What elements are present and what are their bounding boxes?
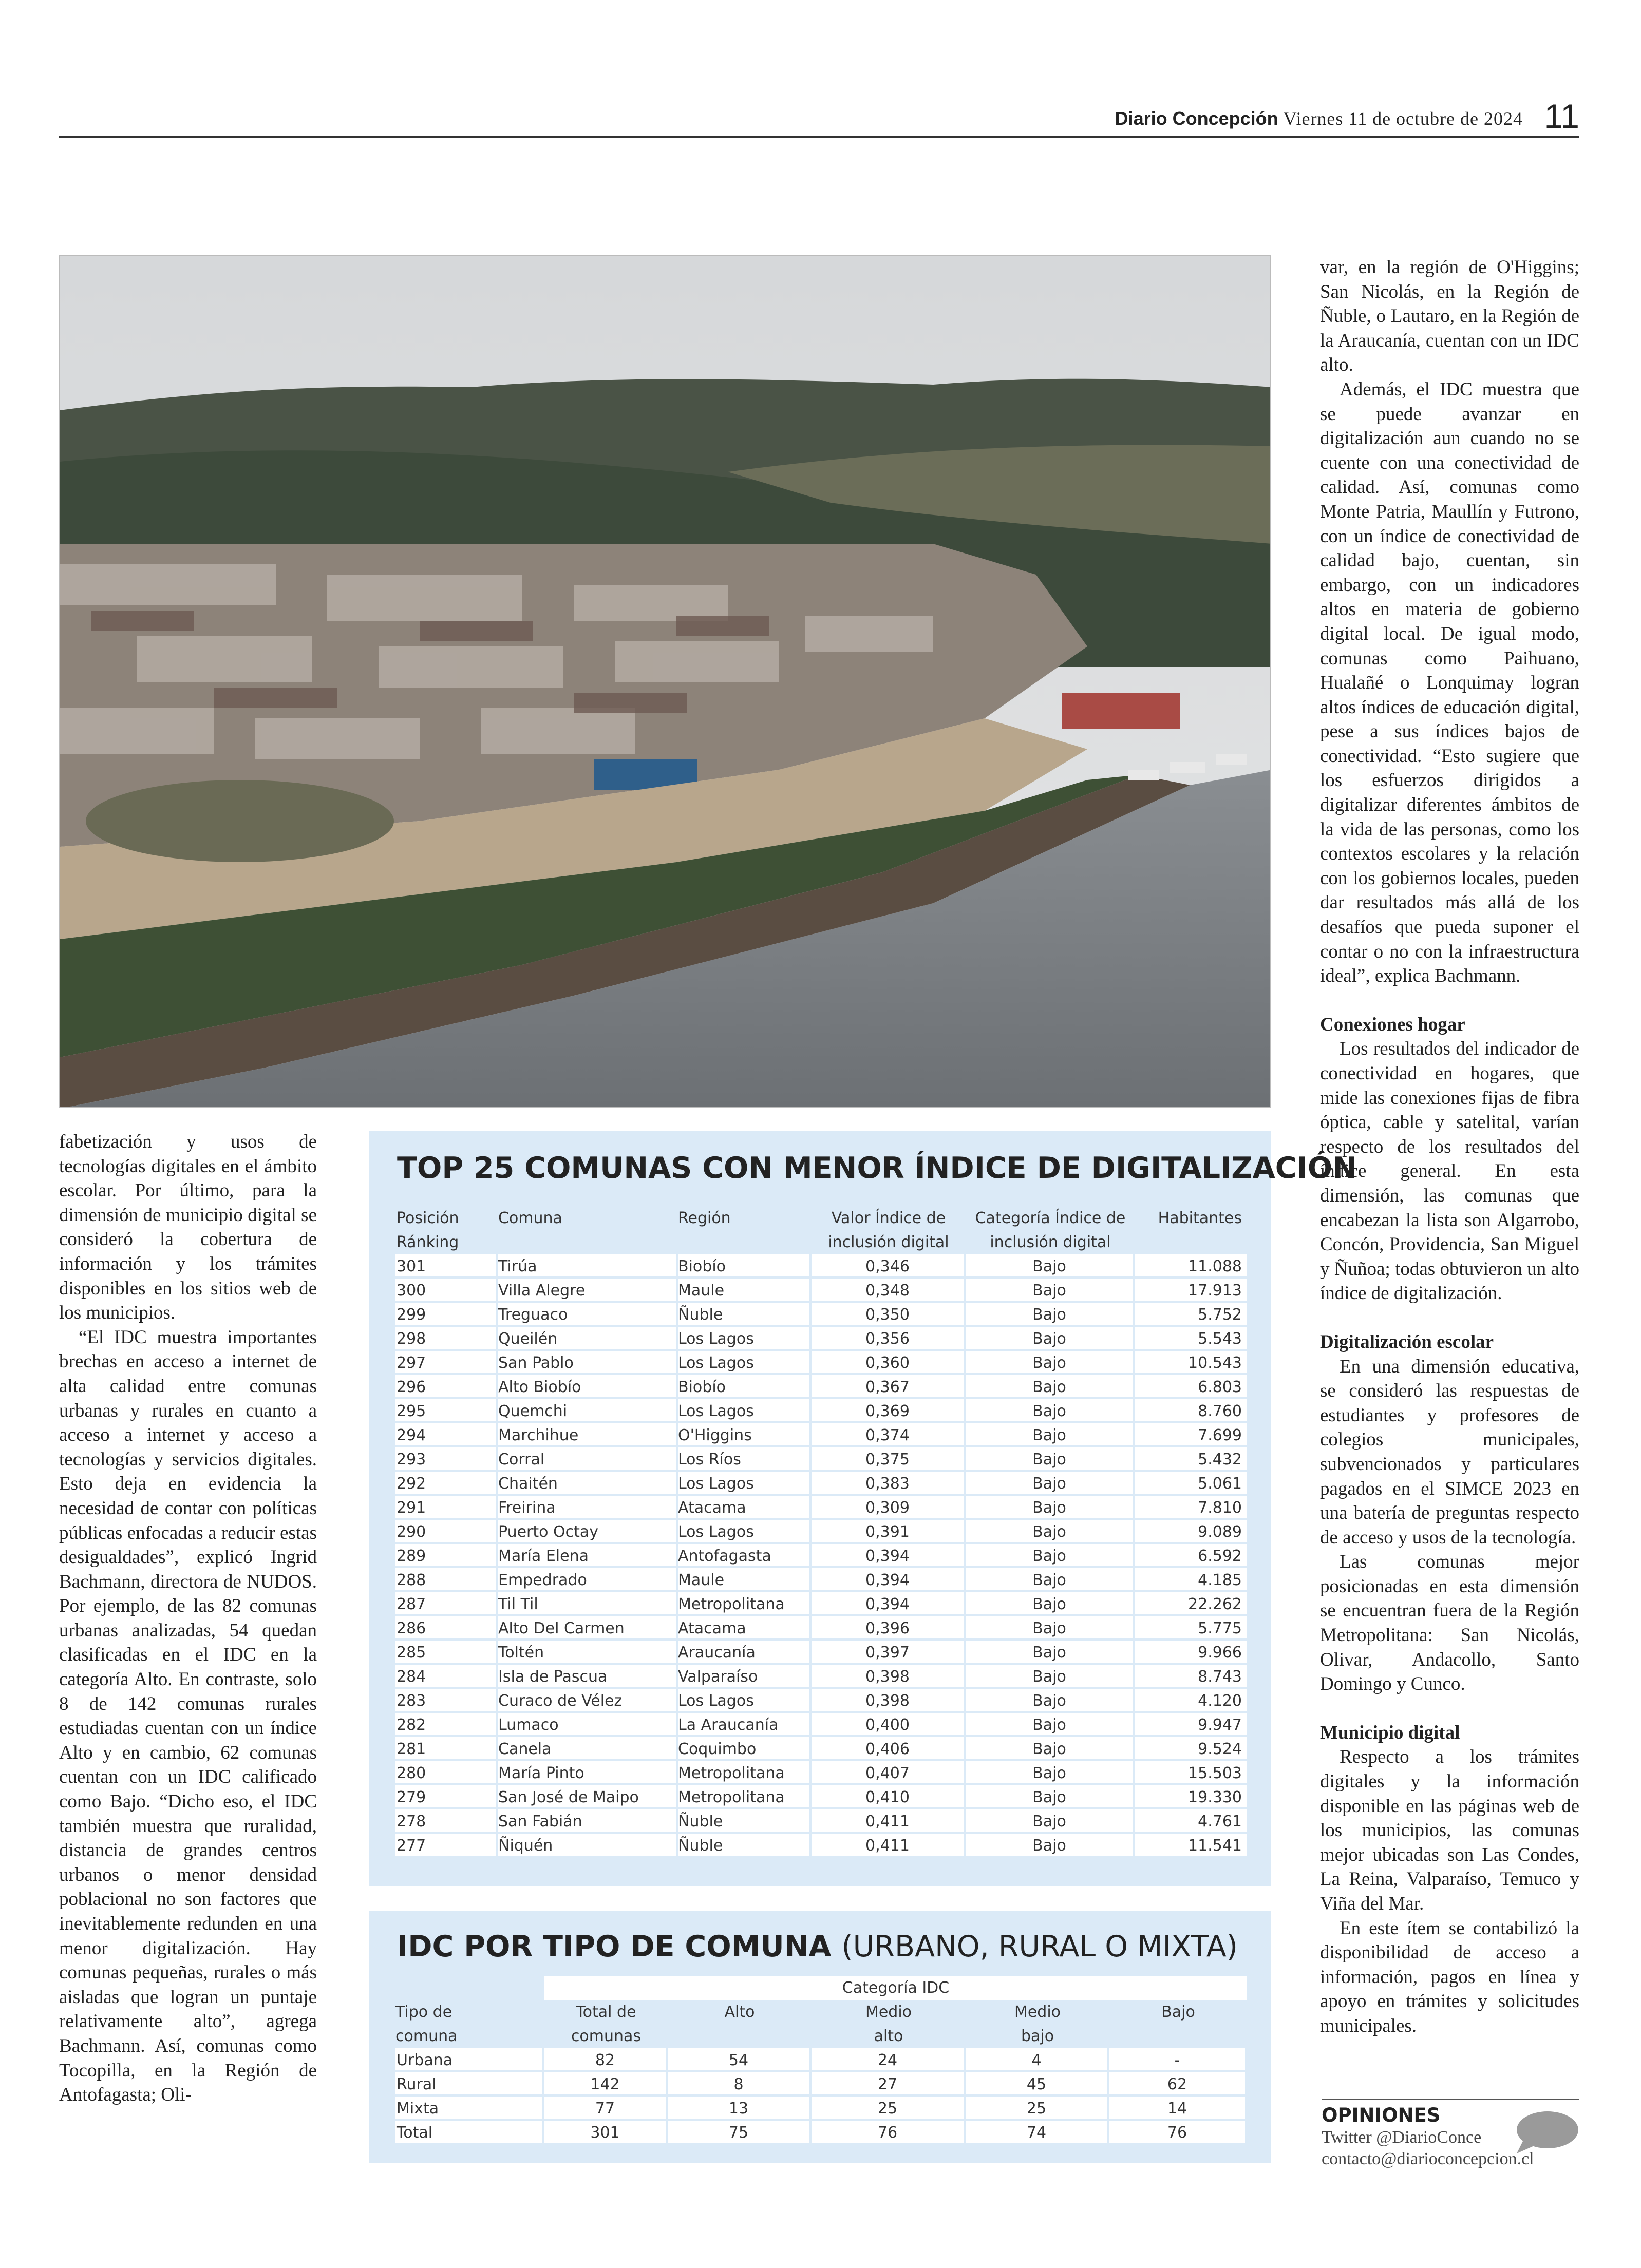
- cell-region: Maule: [678, 1279, 812, 1303]
- issue-date: Viernes 11 de octubre de 2024: [1283, 108, 1523, 129]
- cell-comuna: San Pablo: [498, 1351, 678, 1375]
- cell-region: Valparaíso: [678, 1665, 812, 1689]
- table-row: [395, 1327, 1247, 1351]
- article-paragraph: Los resultados del indicador de conectividad en hogares, que mide las conexiones fijas de fibra óptica, cable y satelital, varían respecto de los resultados del índice general. En esta dimensión, las comunas que encabezan la lista son Algarrobo, Concón, Providencia, San Miguel y Ñuñoa; todas obtuvieron un alto índice de digitalización.: [1320, 1038, 1579, 1304]
- cell-categoria: Bajo: [966, 1375, 1135, 1399]
- cell-comuna: Isla de Pascua: [498, 1665, 678, 1689]
- cell-categoria: Bajo: [966, 1520, 1135, 1544]
- header-alto: Alto: [724, 2003, 755, 2021]
- cell-region: Ñuble: [678, 1834, 812, 1858]
- cell-region: Atacama: [678, 1496, 812, 1520]
- cell-categoria: Bajo: [966, 1351, 1135, 1375]
- cell-comuna: Chaitén: [498, 1472, 678, 1496]
- header-valor: [812, 1206, 966, 1254]
- cell-position: 285: [395, 1641, 498, 1665]
- category-header: Categoría IDC: [544, 1976, 1247, 2000]
- cell-comuna: San Fabián: [498, 1809, 678, 1834]
- top25-table-box: [369, 1131, 1357, 1886]
- header-text: comunas: [571, 2027, 642, 2045]
- cell-habitantes: 4.185: [1135, 1568, 1247, 1592]
- cell-habitantes: 9.524: [1135, 1737, 1247, 1761]
- cell-valor: 0,407: [812, 1761, 966, 1785]
- article-photo: [59, 255, 1271, 1108]
- header-total: [544, 2000, 668, 2048]
- cell-bajo: 14: [1109, 2097, 1247, 2121]
- cell-region: Metropolitana: [678, 1761, 812, 1785]
- cell-habitantes: 4.761: [1135, 1809, 1247, 1834]
- cell-categoria: Bajo: [966, 1254, 1135, 1279]
- cell-habitantes: 11.088: [1135, 1254, 1247, 1279]
- cell-region: O'Higgins: [678, 1423, 812, 1447]
- section-heading: Digitalización escolar: [1320, 1331, 1494, 1352]
- table-body: [395, 2048, 1247, 2145]
- cell-region: Biobío: [678, 1254, 812, 1279]
- cell-valor: 0,346: [812, 1254, 966, 1279]
- cell-comuna: Tirúa: [498, 1254, 678, 1279]
- cell-categoria: Bajo: [966, 1737, 1135, 1761]
- cell-total: 77: [544, 2097, 668, 2121]
- cell-valor: 0,309: [812, 1496, 966, 1520]
- cell-valor: 0,374: [812, 1423, 966, 1447]
- header-medio-alto: [812, 2000, 966, 2048]
- cell-comuna: San José de Maipo: [498, 1785, 678, 1809]
- article-paragraph: var, en la región de O'Higgins; San Nicolás, en la Región de Ñuble, o Lautaro, en la Región de la Araucanía, cuentan con un IDC alto.: [1320, 257, 1579, 376]
- header-text: alto: [874, 2027, 903, 2045]
- section-heading: Conexiones hogar: [1320, 1014, 1465, 1035]
- header-region: Región: [678, 1209, 731, 1227]
- table-row: [395, 1785, 1247, 1809]
- header-text: comuna: [395, 2027, 458, 2045]
- cell-position: 282: [395, 1713, 498, 1737]
- cell-categoria: Bajo: [966, 1447, 1135, 1472]
- article-paragraph: Las comunas mejor posicionadas en esta dimensión se encuentran fuera de la Región Metropolitana: San Nicolás, Olivar, Andacollo, Santo Domingo y Cunco.: [1320, 1551, 1579, 1695]
- cell-comuna: Curaco de Vélez: [498, 1689, 678, 1713]
- table-row: [395, 1689, 1247, 1713]
- cell-comuna: Marchihue: [498, 1423, 678, 1447]
- table-row: [395, 1568, 1247, 1592]
- table-row: [395, 1472, 1247, 1496]
- header-position: [395, 1206, 498, 1254]
- cell-habitantes: 9.089: [1135, 1520, 1247, 1544]
- header-text: Posición: [397, 1209, 459, 1227]
- header-comuna: Comuna: [498, 1209, 562, 1227]
- cell-valor: 0,394: [812, 1544, 966, 1568]
- cell-medio-alto: 25: [812, 2097, 966, 2121]
- cell-region: Antofagasta: [678, 1544, 812, 1568]
- cell-medio-bajo: 4: [966, 2048, 1109, 2072]
- cell-region: Los Ríos: [678, 1447, 812, 1472]
- cell-tipo: Mixta: [395, 2097, 544, 2121]
- cell-categoria: Bajo: [966, 1641, 1135, 1665]
- table-row: [395, 1279, 1247, 1303]
- cell-categoria: Bajo: [966, 1568, 1135, 1592]
- header-bajo: Bajo: [1161, 2003, 1195, 2021]
- cell-categoria: Bajo: [966, 1423, 1135, 1447]
- header-text: Tipo de: [395, 2003, 452, 2021]
- cell-position: 297: [395, 1351, 498, 1375]
- cell-categoria: Bajo: [966, 1665, 1135, 1689]
- idc-type-table: [395, 1976, 1247, 2145]
- cell-categoria: Bajo: [966, 1496, 1135, 1520]
- cell-region: Maule: [678, 1568, 812, 1592]
- cell-valor: 0,383: [812, 1472, 966, 1496]
- cell-position: 299: [395, 1303, 498, 1327]
- cell-valor: 0,394: [812, 1568, 966, 1592]
- cell-medio-bajo: 74: [966, 2121, 1109, 2145]
- cell-valor: 0,410: [812, 1785, 966, 1809]
- article-column-left: [59, 1130, 317, 2107]
- cell-habitantes: 5.775: [1135, 1616, 1247, 1641]
- cell-region: Metropolitana: [678, 1592, 812, 1616]
- idc-type-table-box: [369, 1911, 1271, 2163]
- cell-position: 293: [395, 1447, 498, 1472]
- header-text: inclusión digital: [990, 1233, 1111, 1251]
- cell-categoria: Bajo: [966, 1327, 1135, 1351]
- table-row: [395, 1544, 1247, 1568]
- table-row: [395, 1399, 1247, 1423]
- cell-habitantes: 11.541: [1135, 1834, 1247, 1858]
- table-row: [395, 1641, 1247, 1665]
- cell-habitantes: 19.330: [1135, 1785, 1247, 1809]
- cell-medio-alto: 24: [812, 2048, 966, 2072]
- speech-bubble-icon: [1513, 2110, 1579, 2155]
- cell-region: Los Lagos: [678, 1689, 812, 1713]
- cell-alto: 75: [668, 2121, 812, 2145]
- cell-valor: 0,369: [812, 1399, 966, 1423]
- table-header-row: [395, 2000, 1247, 2048]
- masthead: [1115, 108, 1523, 129]
- cell-position: 298: [395, 1327, 498, 1351]
- cell-habitantes: 4.120: [1135, 1689, 1247, 1713]
- header-text: Categoría Índice de: [975, 1209, 1126, 1227]
- cell-comuna: Ñiquén: [498, 1834, 678, 1858]
- cell-valor: 0,356: [812, 1327, 966, 1351]
- title-bold: IDC POR TIPO DE COMUNA: [397, 1930, 832, 1964]
- header-text: Medio: [1014, 2003, 1061, 2021]
- header-habitantes: Habitantes: [1158, 1209, 1242, 1227]
- cell-medio-bajo: 45: [966, 2072, 1109, 2097]
- cell-habitantes: 17.913: [1135, 1279, 1247, 1303]
- table-header-row: [395, 1206, 1247, 1254]
- table-body: [395, 1254, 1247, 1858]
- cell-valor: 0,391: [812, 1520, 966, 1544]
- table-row: [395, 1375, 1247, 1399]
- cell-comuna: Alto Del Carmen: [498, 1616, 678, 1641]
- cell-region: Atacama: [678, 1616, 812, 1641]
- idc-type-table-title: [397, 1930, 1238, 1964]
- cell-categoria: Bajo: [966, 1544, 1135, 1568]
- cell-categoria: Bajo: [966, 1713, 1135, 1737]
- cell-valor: 0,411: [812, 1809, 966, 1834]
- header-text: Total de: [576, 2003, 636, 2021]
- header-text: bajo: [1021, 2027, 1054, 2045]
- cell-alto: 13: [668, 2097, 812, 2121]
- cell-valor: 0,348: [812, 1279, 966, 1303]
- cell-valor: 0,350: [812, 1303, 966, 1327]
- cell-position: 284: [395, 1665, 498, 1689]
- opinions-box: [1322, 2099, 1579, 2170]
- cell-total: 142: [544, 2072, 668, 2097]
- table-row: [395, 1447, 1247, 1472]
- cell-categoria: Bajo: [966, 1761, 1135, 1785]
- page-header: [59, 97, 1579, 138]
- cell-valor: 0,396: [812, 1616, 966, 1641]
- header-categoria: [966, 1206, 1135, 1254]
- cell-comuna: Quemchi: [498, 1399, 678, 1423]
- cell-medio-alto: 27: [812, 2072, 966, 2097]
- cell-habitantes: 10.543: [1135, 1351, 1247, 1375]
- cell-comuna: Empedrado: [498, 1568, 678, 1592]
- cell-categoria: Bajo: [966, 1834, 1135, 1858]
- table-row: [395, 1665, 1247, 1689]
- top25-table-title: TOP 25 COMUNAS CON MENOR ÍNDICE DE DIGITALIZACIÓN: [397, 1151, 1357, 1185]
- cell-position: 290: [395, 1520, 498, 1544]
- cell-position: 279: [395, 1785, 498, 1809]
- cell-categoria: Bajo: [966, 1809, 1135, 1834]
- cell-medio-alto: 76: [812, 2121, 966, 2145]
- cell-categoria: Bajo: [966, 1399, 1135, 1423]
- cell-region: Ñuble: [678, 1809, 812, 1834]
- cell-region: Coquimbo: [678, 1737, 812, 1761]
- table-row: [395, 2072, 1247, 2097]
- cell-valor: 0,398: [812, 1665, 966, 1689]
- cell-valor: 0,400: [812, 1713, 966, 1737]
- cell-bajo: 76: [1109, 2121, 1247, 2145]
- table-row: [395, 1423, 1247, 1447]
- cell-tipo: Total: [395, 2121, 544, 2145]
- cell-habitantes: 9.966: [1135, 1641, 1247, 1665]
- cell-comuna: Canela: [498, 1737, 678, 1761]
- cell-region: Los Lagos: [678, 1399, 812, 1423]
- cell-position: 295: [395, 1399, 498, 1423]
- cell-alto: 54: [668, 2048, 812, 2072]
- cell-habitantes: 5.543: [1135, 1327, 1247, 1351]
- cell-total: 82: [544, 2048, 668, 2072]
- cell-habitantes: 9.947: [1135, 1713, 1247, 1737]
- cell-position: 280: [395, 1761, 498, 1785]
- table-row: [395, 2121, 1247, 2145]
- table-row: [395, 1713, 1247, 1737]
- cell-categoria: Bajo: [966, 1785, 1135, 1809]
- cell-habitantes: 5.752: [1135, 1303, 1247, 1327]
- header-text: Valor Índice de: [831, 1209, 946, 1227]
- cell-position: 288: [395, 1568, 498, 1592]
- table-row: [395, 1254, 1247, 1279]
- table-row: [395, 1592, 1247, 1616]
- title-light: (URBANO, RURAL O MIXTA): [841, 1930, 1238, 1964]
- cell-comuna: Villa Alegre: [498, 1279, 678, 1303]
- cell-position: 292: [395, 1472, 498, 1496]
- cell-comuna: Queilén: [498, 1327, 678, 1351]
- cell-habitantes: 6.592: [1135, 1544, 1247, 1568]
- cell-position: 287: [395, 1592, 498, 1616]
- cell-valor: 0,360: [812, 1351, 966, 1375]
- header-medio-bajo: [966, 2000, 1109, 2048]
- header-tipo: [395, 2000, 544, 2048]
- cell-region: Los Lagos: [678, 1472, 812, 1496]
- cell-comuna: Freirina: [498, 1496, 678, 1520]
- article-paragraph: Respecto a los trámites digitales y la información disponible en las páginas web de los municipios, las comunas mejor ubicadas son Las Condes, La Reina, Valparaíso, Temuco y Viña del Mar.: [1320, 1746, 1579, 1914]
- cell-categoria: Bajo: [966, 1592, 1135, 1616]
- cell-valor: 0,411: [812, 1834, 966, 1858]
- header-text: inclusión digital: [828, 1233, 949, 1251]
- photo-river-town: [60, 256, 1271, 1108]
- cell-habitantes: 5.061: [1135, 1472, 1247, 1496]
- cell-region: Biobío: [678, 1375, 812, 1399]
- table-row: [395, 1351, 1247, 1375]
- cell-position: 286: [395, 1616, 498, 1641]
- cell-comuna: Til Til: [498, 1592, 678, 1616]
- article-column-right: [1320, 255, 1579, 2038]
- cell-region: Los Lagos: [678, 1351, 812, 1375]
- cell-categoria: Bajo: [966, 1616, 1135, 1641]
- cell-position: 281: [395, 1737, 498, 1761]
- cell-valor: 0,367: [812, 1375, 966, 1399]
- cell-bajo: -: [1109, 2048, 1247, 2072]
- cell-region: Araucanía: [678, 1641, 812, 1665]
- cell-position: 289: [395, 1544, 498, 1568]
- cell-position: 278: [395, 1809, 498, 1834]
- table-row: [395, 1761, 1247, 1785]
- table-row: [395, 1616, 1247, 1641]
- cell-habitantes: 8.743: [1135, 1665, 1247, 1689]
- header-text: Medio: [865, 2003, 912, 2021]
- cell-categoria: Bajo: [966, 1689, 1135, 1713]
- cell-valor: 0,406: [812, 1737, 966, 1761]
- cell-region: Ñuble: [678, 1303, 812, 1327]
- cell-habitantes: 7.810: [1135, 1496, 1247, 1520]
- cell-total: 301: [544, 2121, 668, 2145]
- cell-valor: 0,397: [812, 1641, 966, 1665]
- cell-position: 300: [395, 1279, 498, 1303]
- cell-habitantes: 22.262: [1135, 1592, 1247, 1616]
- article-paragraph: En una dimensión educativa, se consideró las respuestas de estudiantes y profesores de colegios municipales, subvencionados y particulares pagados en el SIMCE 2023 en una batería de preguntas respecto de acceso y usos de la tecnología.: [1320, 1356, 1579, 1548]
- cell-position: 294: [395, 1423, 498, 1447]
- header-text: Ránking: [397, 1233, 459, 1251]
- cell-categoria: Bajo: [966, 1303, 1135, 1327]
- cell-habitantes: 8.760: [1135, 1399, 1247, 1423]
- cell-position: 296: [395, 1375, 498, 1399]
- cell-region: Los Lagos: [678, 1327, 812, 1351]
- section-heading: Municipio digital: [1320, 1722, 1460, 1743]
- cell-tipo: Rural: [395, 2072, 544, 2097]
- article-paragraph: fabetización y usos de tecnologías digitales en el ámbito escolar. Por último, para la dimensión de municipio digital se consideró la cobertura de información y los trámites disponibles en los sitios web de los municipios.: [59, 1131, 317, 1324]
- cell-valor: 0,375: [812, 1447, 966, 1472]
- table-row: [395, 1834, 1247, 1858]
- cell-categoria: Bajo: [966, 1472, 1135, 1496]
- page-number: 11: [1544, 97, 1579, 135]
- article-paragraph: “El IDC muestra importantes brechas en acceso a internet de alta calidad entre comunas urbanas y rurales en cuanto a acceso a internet y acceso a tecnologías y servicios digitales. Esto deja en evidencia la necesidad de contar con políticas públicas enfocadas a reducir estas desigualdades”, explicó Ingrid Bachmann, directora de NUDOS. Por ejemplo, de las 82 comunas urbanas analizadas, 54 quedan clasificadas en el IDC en la categoría Alto. En contraste, solo 8 de 142 comunas rurales estudiadas cuentan con un índice Alto y en cambio, 62 comunas cuentan con un IDC calificado como Bajo. “Dicho eso, el IDC también muestra que ruralidad, distancia de grandes centros urbanos o menor densidad poblacional no son factores que inevitablemente redunden en una menor digitalización. Hay comunas pequeñas, rurales o más aisladas que logran un puntaje relativamente alto”, agrega Bachmann. Así, comunas como Tocopilla, en la Región de Antofagasta; Oli-: [59, 1326, 317, 2106]
- cell-valor: 0,398: [812, 1689, 966, 1713]
- article-paragraph: Además, el IDC muestra que se puede avanzar en digitalización aun cuando no se cuente con una conectividad de calidad. Así, comunas como Monte Patria, Maullín y Futrono, con un índice de conectividad de calidad bajo, cuentan, sin embargo, con un indicadores altos en materia de gobierno digital local. De igual modo, comunas como Paihuano, Hualañé o Lonquimay logran altos índices de educación digital, pese a sus índices bajos de conectividad. “Esto sugiere que los esfuerzos dirigidos a digitalizar diferentes ámbitos de la vida de las personas, como los contextos escolares y la relación con los gobiernos locales, pueden dar resultados más allá de los desafíos que pueda suponer el contar o no con la infraestructura ideal”, explica Bachmann.: [1320, 378, 1579, 987]
- table-row: [395, 2097, 1247, 2121]
- cell-bajo: 62: [1109, 2072, 1247, 2097]
- cell-comuna: María Elena: [498, 1544, 678, 1568]
- table-row: [395, 1809, 1247, 1834]
- table-row: [395, 1496, 1247, 1520]
- cell-comuna: Toltén: [498, 1641, 678, 1665]
- cell-region: Los Lagos: [678, 1520, 812, 1544]
- cell-categoria: Bajo: [966, 1279, 1135, 1303]
- cell-comuna: Treguaco: [498, 1303, 678, 1327]
- cell-position: 277: [395, 1834, 498, 1858]
- article-paragraph: En este ítem se contabilizó la disponibilidad de acceso a información, pagos en línea y apoyo en trámites y solicitudes municipales.: [1320, 1917, 1579, 2036]
- cell-valor: 0,394: [812, 1592, 966, 1616]
- cell-comuna: María Pinto: [498, 1761, 678, 1785]
- cell-comuna: Alto Biobío: [498, 1375, 678, 1399]
- table-row: [395, 1520, 1247, 1544]
- table-row: [395, 1303, 1247, 1327]
- twitter-handle[interactable]: Twitter @DiarioConce: [1322, 2128, 1482, 2147]
- cell-position: 291: [395, 1496, 498, 1520]
- cell-medio-bajo: 25: [966, 2097, 1109, 2121]
- cell-tipo: Urbana: [395, 2048, 544, 2072]
- cell-comuna: Corral: [498, 1447, 678, 1472]
- cell-comuna: Puerto Octay: [498, 1520, 678, 1544]
- cell-habitantes: 7.699: [1135, 1423, 1247, 1447]
- cell-comuna: Lumaco: [498, 1713, 678, 1737]
- table-row: [395, 2048, 1247, 2072]
- newspaper-name: Diario Concepción: [1115, 108, 1278, 129]
- top25-table: [395, 1206, 1247, 1858]
- cell-habitantes: 5.432: [1135, 1447, 1247, 1472]
- cell-position: 301: [395, 1254, 498, 1279]
- cell-position: 283: [395, 1689, 498, 1713]
- cell-alto: 8: [668, 2072, 812, 2097]
- cell-region: La Araucanía: [678, 1713, 812, 1737]
- contact-email[interactable]: contacto@diarioconcepcion.cl: [1322, 2149, 1534, 2168]
- table-row: [395, 1737, 1247, 1761]
- opinions-title: OPINIONES: [1322, 2104, 1441, 2126]
- cell-region: Metropolitana: [678, 1785, 812, 1809]
- cell-habitantes: 6.803: [1135, 1375, 1247, 1399]
- cell-habitantes: 15.503: [1135, 1761, 1247, 1785]
